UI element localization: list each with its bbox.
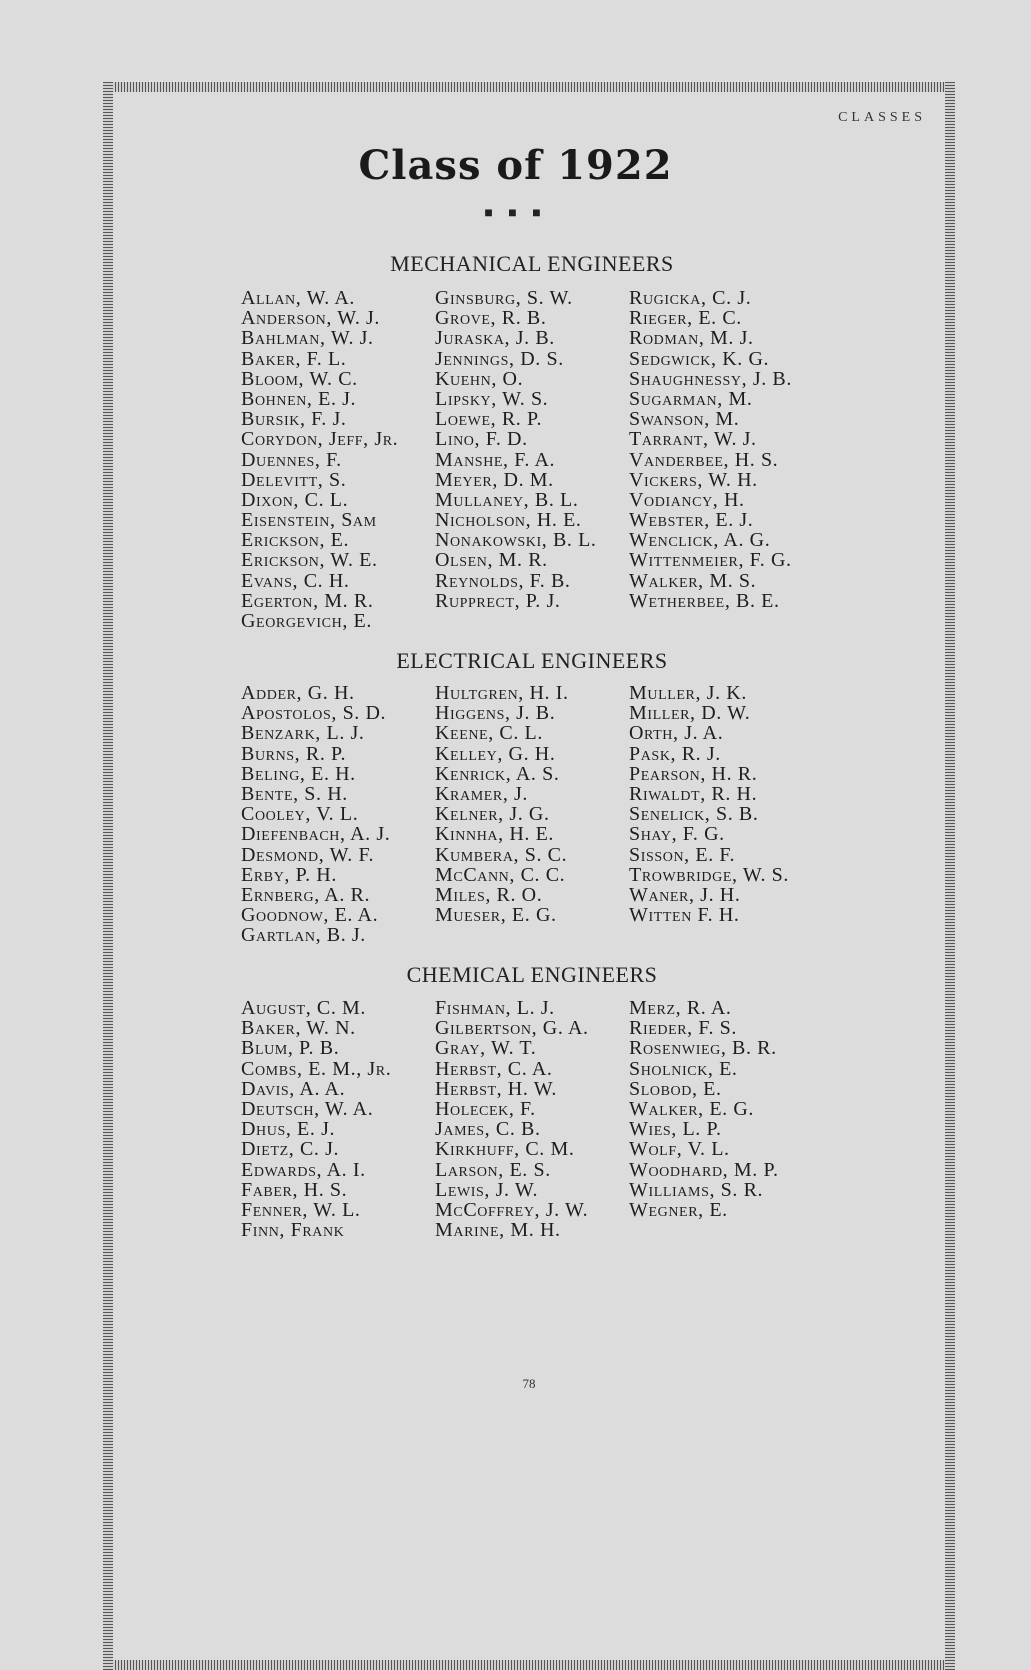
student-name: Sisson, E. F. [629,843,736,866]
student-name: Mullaney, B. L. [435,488,579,511]
student-name: Mueser, E. G. [435,904,557,927]
student-name: Kuehn, O. [435,367,524,390]
student-name: Wenclick, A. G. [629,529,771,552]
student-name: Benzark, L. J. [241,722,365,745]
electrical-column-2 [435,683,635,925]
student-name: Juraska, J. B. [435,327,555,350]
student-name: Adder, G. H. [241,682,355,704]
student-name: Kinnha, H. E. [435,823,555,846]
student-name: McCann, C. C. [435,863,566,886]
student-name: Riwaldt, R. H. [629,782,758,805]
mechanical-column-2 [435,288,635,611]
student-name: Larson, E. S. [435,1158,551,1181]
student-name: Tarrant, W. J. [629,428,757,451]
right-border [945,82,955,1670]
student-name: Dhus, E. J. [241,1118,336,1141]
page-number: 78 [522,1376,536,1391]
student-name: Reynolds, F. B. [435,569,571,592]
student-name: Marine, M. H. [435,1219,561,1242]
student-name: Waner, J. H. [629,883,741,906]
student-name: Davis, A. A. [241,1077,346,1100]
student-name: Bursik, F. J. [241,408,347,431]
student-name: Swanson, M. [629,408,740,431]
student-name: Erby, P. H. [241,863,337,886]
section-heading-chemical: CHEMICAL ENGINEERS [406,962,658,987]
student-name: Senelick, S. B. [629,803,759,826]
page-title: Class of 1922 [358,142,673,189]
student-name: Rupprect, P. J. [435,589,561,612]
student-name: Nicholson, H. E. [435,509,582,532]
student-name: Olsen, M. R. [435,549,548,572]
student-name: Rieger, E. C. [629,307,742,330]
chemical-column-3 [629,998,829,1220]
student-name: Lewis, J. W. [435,1178,539,1201]
bottom-border [103,1660,955,1670]
student-name: Faber, H. S. [241,1178,348,1201]
student-name: Kramer, J. [435,782,529,805]
student-name: Hultgren, H. I. [435,682,569,704]
chemical-column-1 [241,998,441,1240]
student-name: Jennings, D. S. [435,347,564,370]
student-name: Beling, E. H. [241,762,356,785]
student-name: Eisenstein, Sam [241,509,377,532]
student-name: Bente, S. H. [241,782,348,805]
student-name: Ginsburg, S. W. [435,287,573,309]
section-heading-mechanical: MECHANICAL ENGINEERS [390,251,674,276]
student-name: Webster, E. J. [629,509,754,532]
student-name: Gartlan, B. J. [241,924,366,947]
student-name: Baker, F. L. [241,347,347,370]
mechanical-column-3 [629,288,829,611]
student-name: Delevitt, S. [241,468,347,491]
top-border [103,82,955,92]
student-name: Pask, R. J. [629,742,721,765]
student-name: Shay, F. G. [629,823,725,846]
student-name: Ernberg, A. R. [241,883,371,906]
student-name: Edwards, A. I. [241,1158,366,1181]
student-name: Williams, S. R. [629,1178,764,1201]
student-name: Gray, W. T. [435,1037,537,1060]
student-name: Bahlman, W. J. [241,327,374,350]
student-name: Manshe, F. A. [435,448,556,471]
student-name: Fishman, L. J. [435,997,555,1019]
student-name: Vickers, W. H. [629,468,758,491]
student-name: Egerton, M. R. [241,589,374,612]
student-name: Lipsky, W. S. [435,387,549,410]
student-name: Bohnen, E. J. [241,387,357,410]
student-name: Woodhard, M. P. [629,1158,779,1181]
student-name: Merz, R. A. [629,997,732,1019]
student-name: Finn, Frank [241,1219,345,1242]
student-name: Fenner, W. L. [241,1198,361,1221]
chemical-column-2 [435,998,635,1240]
student-name: Baker, W. N. [241,1017,356,1040]
student-name: Rieder, F. S. [629,1017,737,1040]
student-name: Muller, J. K. [629,682,747,704]
student-name: McCoffrey, J. W. [435,1198,589,1221]
student-name: Vanderbee, H. S. [629,448,779,471]
student-name: Allan, W. A. [241,287,355,309]
student-name: Herbst, C. A. [435,1057,553,1080]
mechanical-column-1 [241,288,441,631]
student-name: Wolf, V. L. [629,1138,730,1161]
student-name: Holecek, F. [435,1097,536,1120]
student-name: Shaughnessy, J. B. [629,367,792,390]
left-border [103,82,113,1670]
student-name: Orth, J. A. [629,722,724,745]
student-name: Gilbertson, G. A. [435,1017,589,1040]
student-name: Pearson, H. R. [629,762,758,785]
student-name: Dietz, C. J. [241,1138,340,1161]
student-name: Apostolos, S. D. [241,702,387,725]
student-name: Anderson, W. J. [241,307,381,330]
student-name: Rugicka, C. J. [629,287,752,309]
student-name: Sedgwick, K. G. [629,347,770,370]
student-name: Keene, C. L. [435,722,543,745]
student-name: Slobod, E. [629,1077,722,1100]
student-name: Wies, L. P. [629,1118,722,1141]
student-name: Wetherbee, B. E. [629,589,780,612]
student-name: James, C. B. [435,1118,541,1141]
student-name: Lino, F. D. [435,428,528,451]
student-name: Sholnick, E. [629,1057,738,1080]
student-name: Georgevich, E. [241,610,372,632]
student-name: Kenrick, A. S. [435,762,560,785]
student-name: Corydon, Jeff, Jr. [241,428,399,451]
student-name: Evans, C. H. [241,569,350,592]
student-name: Goodnow, E. A. [241,904,379,927]
section-heading-electrical: ELECTRICAL ENGINEERS [396,648,668,673]
running-head: CLASSES [838,110,926,125]
student-name: Cooley, V. L. [241,803,359,826]
student-name: Loewe, R. P. [435,408,543,431]
student-name: Bloom, W. C. [241,367,358,390]
student-name: Miles, R. O. [435,883,543,906]
student-name: Combs, E. M., Jr. [241,1057,392,1080]
student-name: Dixon, C. L. [241,488,349,511]
student-name: Vodiancy, H. [629,488,745,511]
student-name: Witten F. H. [629,904,740,927]
student-name: Diefenbach, A. J. [241,823,391,846]
student-name: Desmond, W. F. [241,843,375,866]
student-name: Burns, R. P. [241,742,347,765]
student-name: Walker, E. G. [629,1097,754,1120]
student-name: Meyer, D. M. [435,468,554,491]
student-name: Grove, R. B. [435,307,547,330]
title-ornament: ■ ■ ■ [484,206,547,221]
student-name: Sugarman, M. [629,387,753,410]
student-name: Rosenwieg, B. R. [629,1037,777,1060]
student-name: Erickson, E. [241,529,350,552]
student-name: Walker, M. S. [629,569,757,592]
student-name: Rodman, M. J. [629,327,754,350]
student-name: Deutsch, W. A. [241,1097,374,1120]
electrical-column-3 [629,683,829,925]
student-name: Kelley, G. H. [435,742,556,765]
student-name: Erickson, W. E. [241,549,378,572]
student-name: Duennes, F. [241,448,342,471]
student-name: Kumbera, S. C. [435,843,568,866]
student-name: Kirkhuff, C. M. [435,1138,575,1161]
student-name: Blum, P. B. [241,1037,340,1060]
student-name: Herbst, H. W. [435,1077,557,1100]
student-name: August, C. M. [241,997,367,1019]
student-name: Wittenmeier, F. G. [629,549,792,572]
electrical-column-1 [241,683,441,945]
student-name: Miller, D. W. [629,702,751,725]
student-name: Wegner, E. [629,1198,728,1221]
student-name: Nonakowski, B. L. [435,529,597,552]
student-name: Kelner, J. G. [435,803,550,826]
student-name: Trowbridge, W. S. [629,863,789,886]
student-name: Higgens, J. B. [435,702,556,725]
